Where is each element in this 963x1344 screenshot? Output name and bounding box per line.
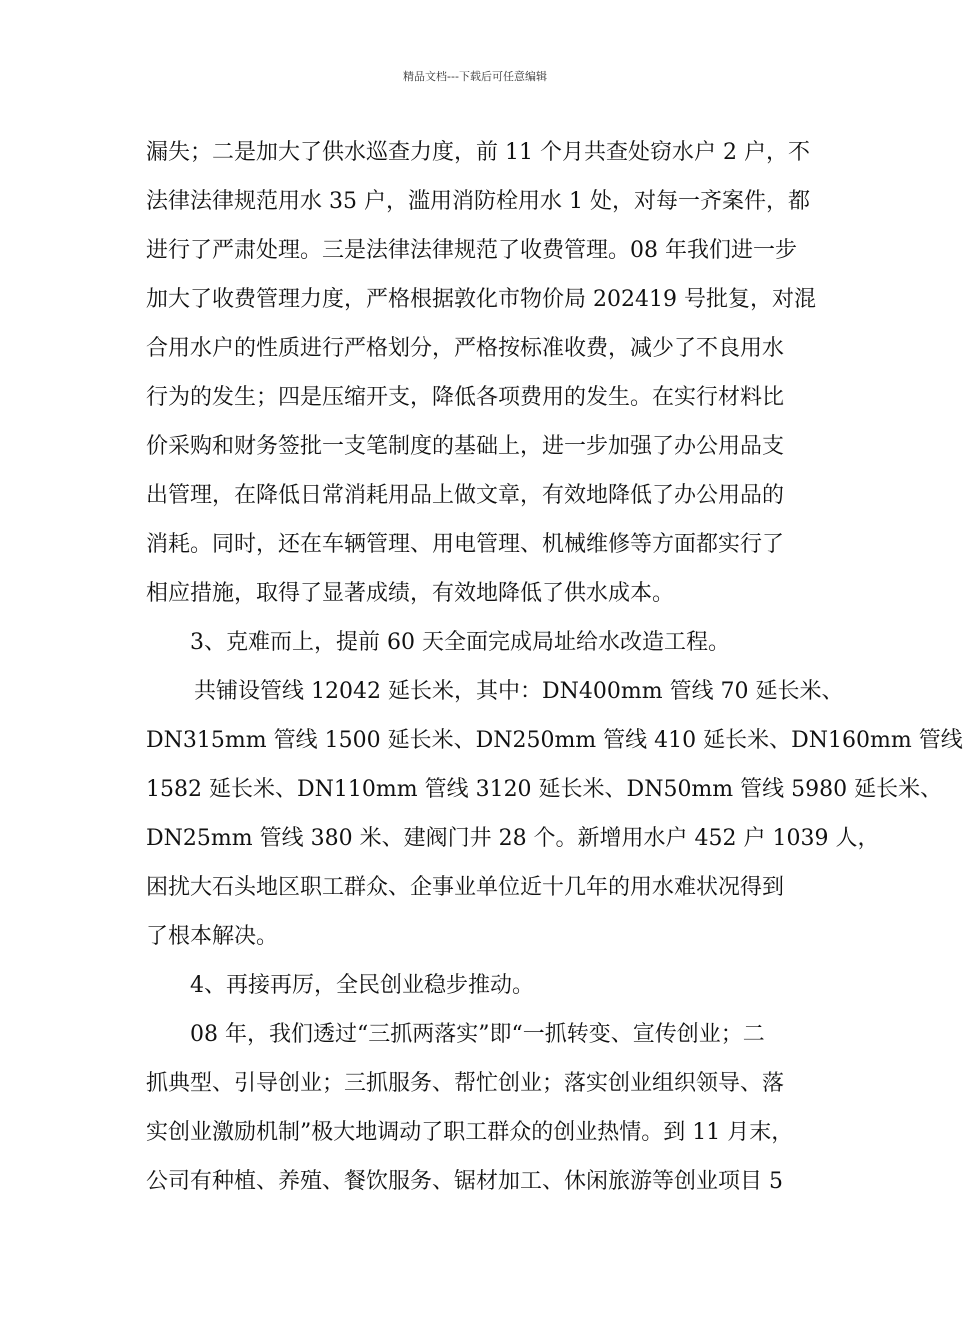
text-line: 1582 延长米、DN110mm 管线 3120 延长米、DN50mm 管线 5980 延长米、: [146, 777, 943, 802]
text-line: DN25mm 管线 380 米、建阀门井 28 个。新增用水户 452 户 1039 人，: [146, 826, 880, 851]
text-line: 出管理，在降低日常消耗用品上做文章，有效地降低了办公用品的: [146, 483, 785, 508]
section-heading: [146, 961, 826, 1010]
section-heading: [146, 618, 826, 667]
text-line: 行为的发生；四是压缩开支，降低各项费用的发生。在实行材料比: [146, 385, 785, 410]
document-body: [146, 128, 963, 1206]
text-line: 相应措施，取得了显著成绩，有效地降低了供水成本。: [146, 581, 675, 606]
text-line: 共铺设管线 12042 延长米，其中：DN400mm 管线 70 延长米、: [194, 679, 844, 704]
paragraph: [146, 1010, 826, 1206]
text-line: 加大了收费管理力度，严格根据敦化市物价局 202419 号批复，对混: [146, 287, 816, 312]
text-line: 4、再接再厉，全民创业稳步推动。: [190, 973, 534, 998]
text-line: 公司有种植、养殖、餐饮服务、锯材加工、休闲旅游等创业项目 5: [146, 1169, 783, 1194]
text-line: 困扰大石头地区职工群众、企事业单位近十几年的用水难状况得到: [146, 875, 785, 900]
text-line: 价采购和财务签批一支笔制度的基础上，进一步加强了办公用品支: [146, 434, 785, 459]
paragraph: [146, 128, 826, 618]
text-line: 法律法律规范用水 35 户，滥用消防栓用水 1 处，对每一齐案件，都: [146, 189, 810, 214]
paragraph: [146, 667, 963, 961]
text-line: DN315mm 管线 1500 延长米、DN250mm 管线 410 延长米、DN160mm 管线: [146, 728, 963, 753]
text-line: 合用水户的性质进行严格划分，严格按标准收费，减少了不良用水: [146, 336, 785, 361]
text-line: 实创业激励机制”极大地调动了职工群众的创业热情。到 11 月末，: [146, 1120, 794, 1145]
text-line: 进行了严肃处理。三是法律法律规范了收费管理。08 年我们进一步: [146, 238, 797, 263]
text-line: 3、克难而上，提前 60 天全面完成局址给水改造工程。: [190, 630, 730, 655]
page-header: 精品文档---下载后可任意编辑: [403, 70, 547, 83]
text-line: 漏失；二是加大了供水巡查力度，前 11 个月共查处窃水户 2 户，不: [146, 140, 810, 165]
text-line: 08 年，我们透过“三抓两落实”即“一抓转变、宣传创业；二: [190, 1022, 765, 1047]
text-line: 抓典型、引导创业；三抓服务、帮忙创业；落实创业组织领导、落: [146, 1071, 785, 1096]
text-line: 了根本解决。: [146, 924, 279, 949]
text-line: 消耗。同时，还在车辆管理、用电管理、机械维修等方面都实行了: [146, 532, 785, 557]
